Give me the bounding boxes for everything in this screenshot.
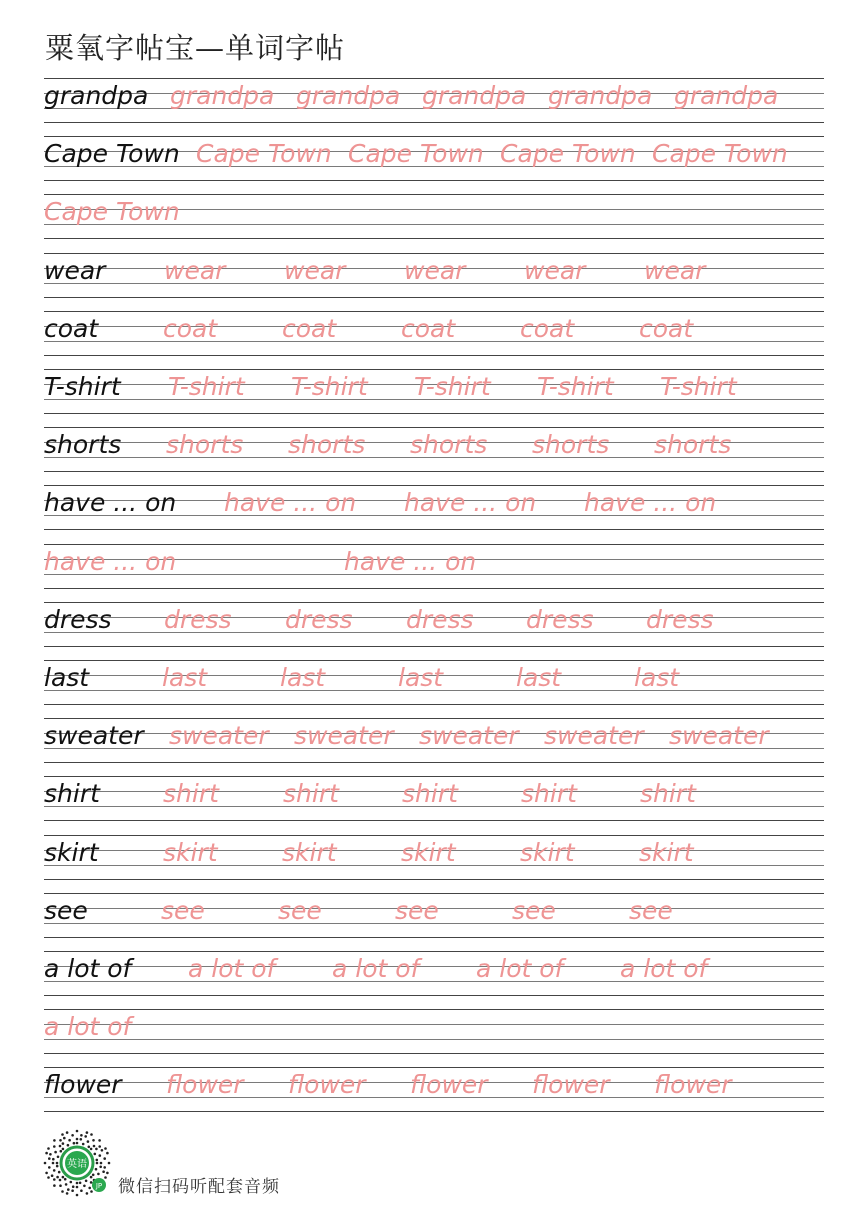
word-trace: coat xyxy=(282,313,337,343)
word-trace: wear xyxy=(404,255,466,285)
word-trace: a lot of xyxy=(620,954,708,983)
ruling-line xyxy=(44,602,824,603)
word-trace: T-shirt xyxy=(537,372,614,401)
ruling-line xyxy=(44,937,824,938)
practice-row xyxy=(0,1009,868,1067)
ruling-line xyxy=(44,879,824,880)
word-trace: have ... on xyxy=(344,546,477,576)
word-example: wear xyxy=(44,255,106,285)
ruling-line xyxy=(44,297,824,298)
word-trace: dress xyxy=(164,604,232,634)
word-trace: shirt xyxy=(521,779,577,809)
word-example: last xyxy=(44,663,90,692)
ruling-line xyxy=(44,995,824,996)
ruling-line xyxy=(44,1053,824,1054)
word-trace: sweater xyxy=(294,721,394,751)
word-trace: grandpa xyxy=(422,81,527,110)
word-trace: have ... on xyxy=(584,488,717,518)
ruling-line xyxy=(44,180,824,181)
practice-row xyxy=(0,427,868,485)
word-example: shirt xyxy=(44,779,100,809)
word-trace: last xyxy=(634,663,680,692)
word-trace: a lot of xyxy=(188,954,276,983)
word-trace: see xyxy=(629,895,673,925)
qr-badge-text: 英语 xyxy=(67,1159,87,1170)
practice-row xyxy=(0,253,868,311)
ruling-line xyxy=(44,355,824,356)
word-trace: flower xyxy=(288,1070,366,1100)
practice-row xyxy=(0,136,868,194)
ruling-line xyxy=(44,893,824,894)
word-trace: shorts xyxy=(532,430,610,460)
word-trace: Cape Town xyxy=(348,139,484,169)
word-example: shorts xyxy=(44,430,122,460)
word-trace: have ... on xyxy=(404,488,537,518)
practice-row xyxy=(0,835,868,893)
word-trace: coat xyxy=(401,313,456,343)
practice-row xyxy=(0,1067,868,1125)
ruling-line xyxy=(44,951,824,952)
practice-row xyxy=(0,660,868,718)
word-trace: see xyxy=(161,895,205,925)
word-trace: dress xyxy=(646,604,714,634)
practice-row xyxy=(0,485,868,543)
word-trace: wear xyxy=(524,255,586,285)
ruling-line xyxy=(44,413,824,414)
ruling-line xyxy=(44,762,824,763)
word-trace: shirt xyxy=(402,779,458,809)
word-trace: sweater xyxy=(169,721,269,751)
word-example: Cape Town xyxy=(44,139,180,169)
word-trace: last xyxy=(162,663,208,692)
ruling-line xyxy=(44,1009,824,1010)
word-example: have ... on xyxy=(44,488,177,518)
word-trace: shirt xyxy=(163,779,219,809)
word-trace: have ... on xyxy=(44,546,177,576)
word-trace: shorts xyxy=(166,430,244,460)
practice-row xyxy=(0,776,868,834)
word-trace: last xyxy=(516,663,562,692)
word-trace: shorts xyxy=(288,430,366,460)
ruling-line xyxy=(44,646,824,647)
word-trace: shirt xyxy=(283,779,339,809)
practice-row xyxy=(0,951,868,1009)
word-trace: Cape Town xyxy=(196,139,332,169)
word-trace: dress xyxy=(406,604,474,634)
ruling-line xyxy=(44,122,824,123)
word-trace: grandpa xyxy=(170,81,275,110)
practice-row xyxy=(0,311,868,369)
word-trace: dress xyxy=(526,604,594,634)
word-trace: coat xyxy=(639,313,694,343)
ruling-line xyxy=(44,704,824,705)
ruling-line xyxy=(44,427,824,428)
practice-row xyxy=(0,718,868,776)
practice-row xyxy=(0,78,868,136)
ruling-line xyxy=(44,1039,824,1040)
word-example: flower xyxy=(44,1070,122,1100)
word-example: sweater xyxy=(44,721,144,751)
word-trace: see xyxy=(395,895,439,925)
word-trace: T-shirt xyxy=(414,372,491,401)
ruling-line xyxy=(44,238,824,239)
word-trace: sweater xyxy=(419,721,519,751)
word-trace: a lot of xyxy=(332,954,420,983)
ruling-line xyxy=(44,588,824,589)
word-trace: see xyxy=(278,895,322,925)
qr-code-icon xyxy=(42,1128,112,1198)
word-trace: flower xyxy=(532,1070,610,1100)
ruling-line xyxy=(44,820,824,821)
word-trace: a lot of xyxy=(476,954,564,983)
ruling-line xyxy=(44,369,824,370)
ruling-line xyxy=(44,776,824,777)
word-trace: coat xyxy=(520,313,575,343)
word-trace: shirt xyxy=(640,779,696,809)
practice-row xyxy=(0,194,868,252)
word-trace: skirt xyxy=(520,837,575,867)
ruling-line xyxy=(44,485,824,486)
word-trace: wear xyxy=(644,255,706,285)
ruling-line xyxy=(44,529,824,530)
word-trace: a lot of xyxy=(44,1012,132,1042)
ruling-line xyxy=(44,1067,824,1068)
practice-row xyxy=(0,893,868,951)
ruling-line xyxy=(44,253,824,254)
ruling-line xyxy=(44,78,824,79)
qr-sub-badge: JP xyxy=(95,1182,103,1190)
word-trace: last xyxy=(280,663,326,692)
word-example: skirt xyxy=(44,837,99,867)
word-example: coat xyxy=(44,313,99,343)
word-trace: skirt xyxy=(639,837,694,867)
practice-row xyxy=(0,369,868,427)
word-example: dress xyxy=(44,604,112,634)
word-trace: dress xyxy=(285,604,353,634)
page-title: 粟氧字帖宝—单词字帖 xyxy=(45,31,346,65)
ruling-line xyxy=(44,718,824,719)
practice-row xyxy=(0,602,868,660)
ruling-line xyxy=(44,471,824,472)
word-trace: wear xyxy=(164,255,226,285)
word-trace: flower xyxy=(654,1070,732,1100)
word-trace: wear xyxy=(284,255,346,285)
word-trace: grandpa xyxy=(674,81,779,110)
ruling-line xyxy=(44,1024,824,1025)
word-trace: see xyxy=(512,895,556,925)
word-trace: shorts xyxy=(654,430,732,460)
word-example: see xyxy=(44,895,88,925)
word-trace: last xyxy=(398,663,444,692)
word-example: grandpa xyxy=(44,81,149,110)
word-example: T-shirt xyxy=(44,372,121,401)
word-trace: T-shirt xyxy=(291,372,368,401)
word-trace: Cape Town xyxy=(500,139,636,169)
ruling-line xyxy=(44,194,824,195)
word-trace: skirt xyxy=(401,837,456,867)
word-trace: have ... on xyxy=(224,488,357,518)
word-trace: skirt xyxy=(163,837,218,867)
ruling-line xyxy=(44,311,824,312)
word-trace: grandpa xyxy=(296,81,401,110)
ruling-line xyxy=(44,835,824,836)
ruling-line xyxy=(44,544,824,545)
word-example: a lot of xyxy=(44,954,132,983)
word-trace: flower xyxy=(166,1070,244,1100)
word-trace: T-shirt xyxy=(168,372,245,401)
practice-row xyxy=(0,544,868,602)
word-trace: sweater xyxy=(669,721,769,751)
word-trace: skirt xyxy=(282,837,337,867)
footer-caption: 微信扫码听配套音频 xyxy=(118,1177,280,1197)
word-trace: grandpa xyxy=(548,81,653,110)
ruling-line xyxy=(44,1111,824,1112)
ruling-line xyxy=(44,660,824,661)
word-trace: Cape Town xyxy=(44,197,180,227)
word-trace: shorts xyxy=(410,430,488,460)
word-trace: flower xyxy=(410,1070,488,1100)
ruling-line xyxy=(44,136,824,137)
word-trace: T-shirt xyxy=(660,372,737,401)
word-trace: Cape Town xyxy=(652,139,788,169)
word-trace: sweater xyxy=(544,721,644,751)
word-trace: coat xyxy=(163,313,218,343)
